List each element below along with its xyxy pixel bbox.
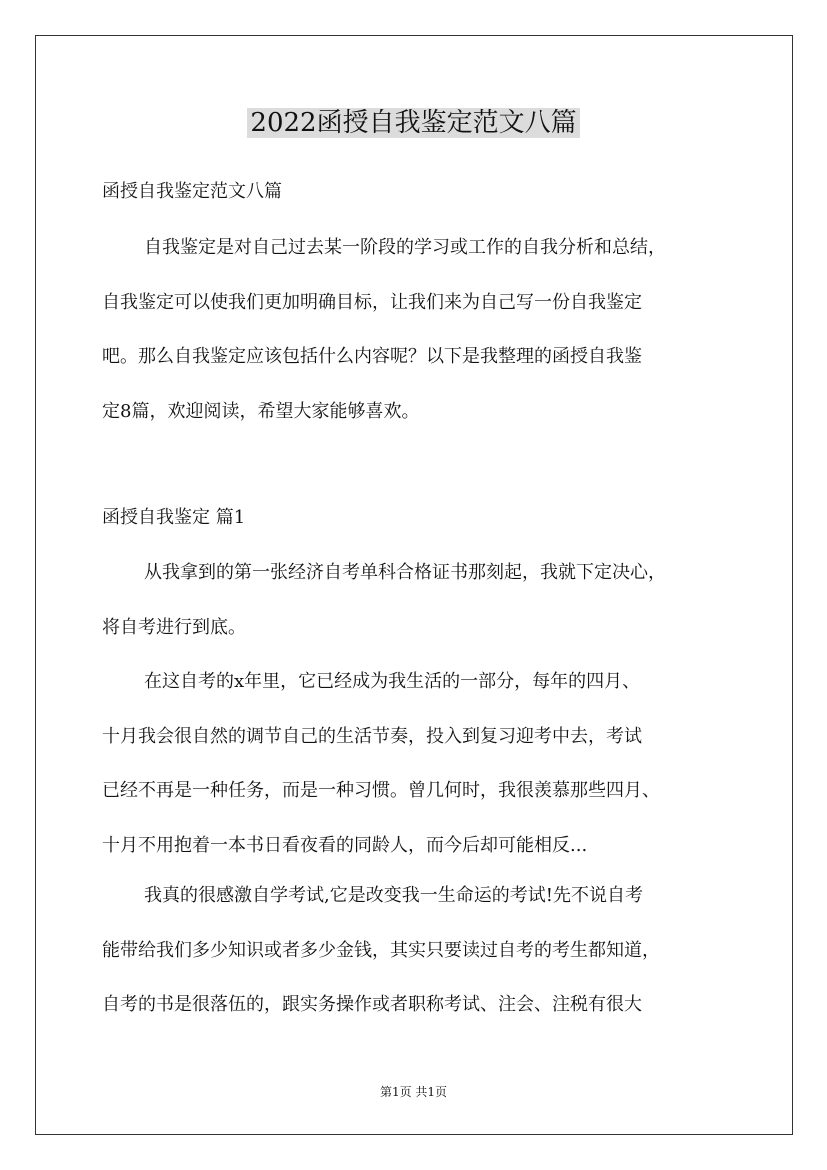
paragraph-2-line-4: 十月不用抱着一本书日看夜看的同龄人，而今后却可能相反... <box>102 835 588 857</box>
intro-line-2: 自我鉴定可以使我们更加明确目标，让我们来为自己写一份自我鉴定 <box>102 291 642 313</box>
document-title <box>0 103 827 143</box>
document-title-text: 2022函授自我鉴定范文八篇 <box>247 108 579 138</box>
intro-line-1: 自我鉴定是对自己过去某一阶段的学习或工作的自我分析和总结， <box>144 237 666 258</box>
paragraph-1 <box>102 546 742 655</box>
section-heading <box>102 491 742 546</box>
paragraph-1-line-1: 从我拿到的第一张经济自考单科合格证书那刻起，我就下定决心， <box>144 562 666 583</box>
paragraph-2-line-1: 在这自考的x年里，它已经成为我生活的一部分，每年的四月、 <box>144 671 641 692</box>
intro-paragraph <box>102 221 742 440</box>
page-footer <box>0 1084 827 1100</box>
paragraph-1-line-2: 将自考进行到底。 <box>102 616 246 638</box>
intro-line-3: 吧。那么自我鉴定应该包括什么内容呢？以下是我整理的函授自我鉴 <box>102 346 642 368</box>
paragraph-2-line-3: 已经不再是一种任务，而是一种习惯。曾几何时，我很羡慕那些四月、 <box>102 780 660 802</box>
paragraph-3-line-2: 能带给我们多少知识或者多少金钱，其实只要读过自考的考生都知道， <box>102 939 660 961</box>
section-heading-text: 函授自我鉴定 篇1 <box>102 507 246 528</box>
page-number: 第1页 共1页 <box>379 1085 448 1099</box>
paragraph-2 <box>102 655 742 874</box>
subtitle-line: 函授自我鉴定范文八篇 <box>102 181 282 202</box>
document-subtitle <box>102 165 742 220</box>
paragraph-3-line-1: 我真的很感激自学考试,它是改变我一生命运的考试!先不说自考 <box>144 885 643 906</box>
intro-line-4: 定8篇，欢迎阅读，希望大家能够喜欢。 <box>102 401 420 423</box>
paragraph-3-line-3: 自考的书是很落伍的，跟实务操作或者职称考试、注会、注税有很大 <box>102 994 642 1016</box>
paragraph-2-line-2: 十月我会很自然的调节自己的生活节奏，投入到复习迎考中去，考试 <box>102 725 642 747</box>
paragraph-3 <box>102 869 742 1033</box>
